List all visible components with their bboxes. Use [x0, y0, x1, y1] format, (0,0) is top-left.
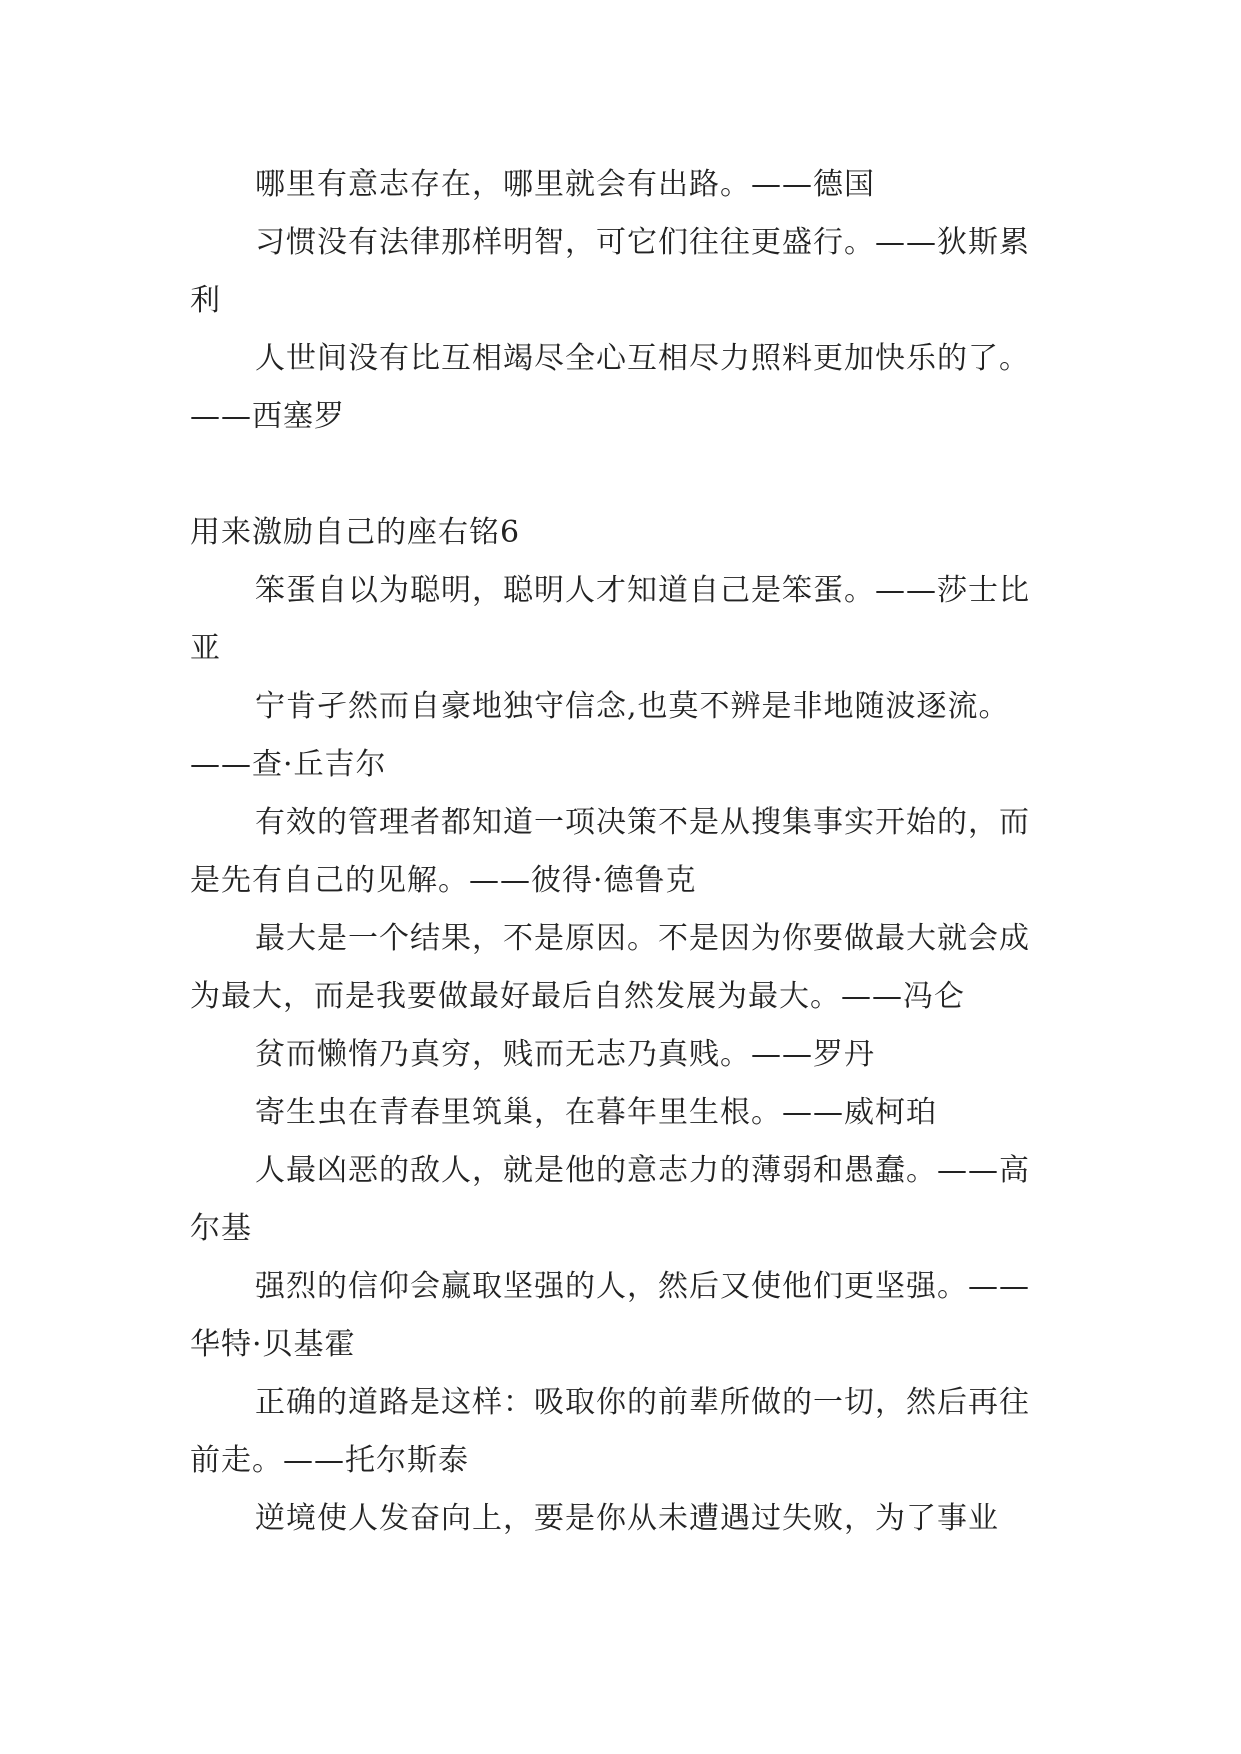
quote-paragraph: 逆境使人发奋向上，要是你从未遭遇过失败，为了事业: [255, 1501, 999, 1536]
quote-paragraph: 贫而懒惰乃真穷，贱而无志乃真贱。——罗丹: [255, 1037, 875, 1072]
quote-paragraph: 有效的管理者都知道一项决策不是从搜集事实开始的，而是先有自己的见解。——彼得·德鲁克: [190, 805, 1030, 898]
quote-paragraph: 人最凶恶的敌人，就是他的意志力的薄弱和愚蠢。——高尔基: [190, 1153, 1030, 1246]
quote-paragraph: 强烈的信仰会赢取坚强的人，然后又使他们更坚强。——华特·贝基霍: [190, 1269, 1030, 1362]
quote-paragraph: 宁肯孑然而自豪地独守信念,也莫不辨是非地随波逐流。——查·丘吉尔: [190, 689, 1010, 782]
section-heading: 用来激励自己的座右铭6: [190, 515, 521, 550]
quote-paragraph: 习惯没有法律那样明智，可它们往往更盛行。——狄斯累利: [190, 225, 1030, 318]
quote-paragraph: 哪里有意志存在，哪里就会有出路。——德国: [255, 167, 875, 202]
quote-paragraph: 正确的道路是这样：吸取你的前辈所做的一切，然后再往前走。——托尔斯泰: [190, 1385, 1030, 1478]
quote-paragraph: 寄生虫在青春里筑巢，在暮年里生根。——威柯珀: [255, 1095, 937, 1130]
quote-paragraph: 人世间没有比互相竭尽全心互相尽力照料更加快乐的了。——西塞罗: [190, 341, 1030, 434]
quote-paragraph: 笨蛋自以为聪明，聪明人才知道自己是笨蛋。——莎士比亚: [190, 573, 1030, 666]
quote-paragraph: 最大是一个结果，不是原因。不是因为你要做最大就会成为最大，而是我要做最好最后自然发展为最大。——冯仑: [190, 921, 1030, 1014]
document-body: [190, 156, 1060, 1548]
